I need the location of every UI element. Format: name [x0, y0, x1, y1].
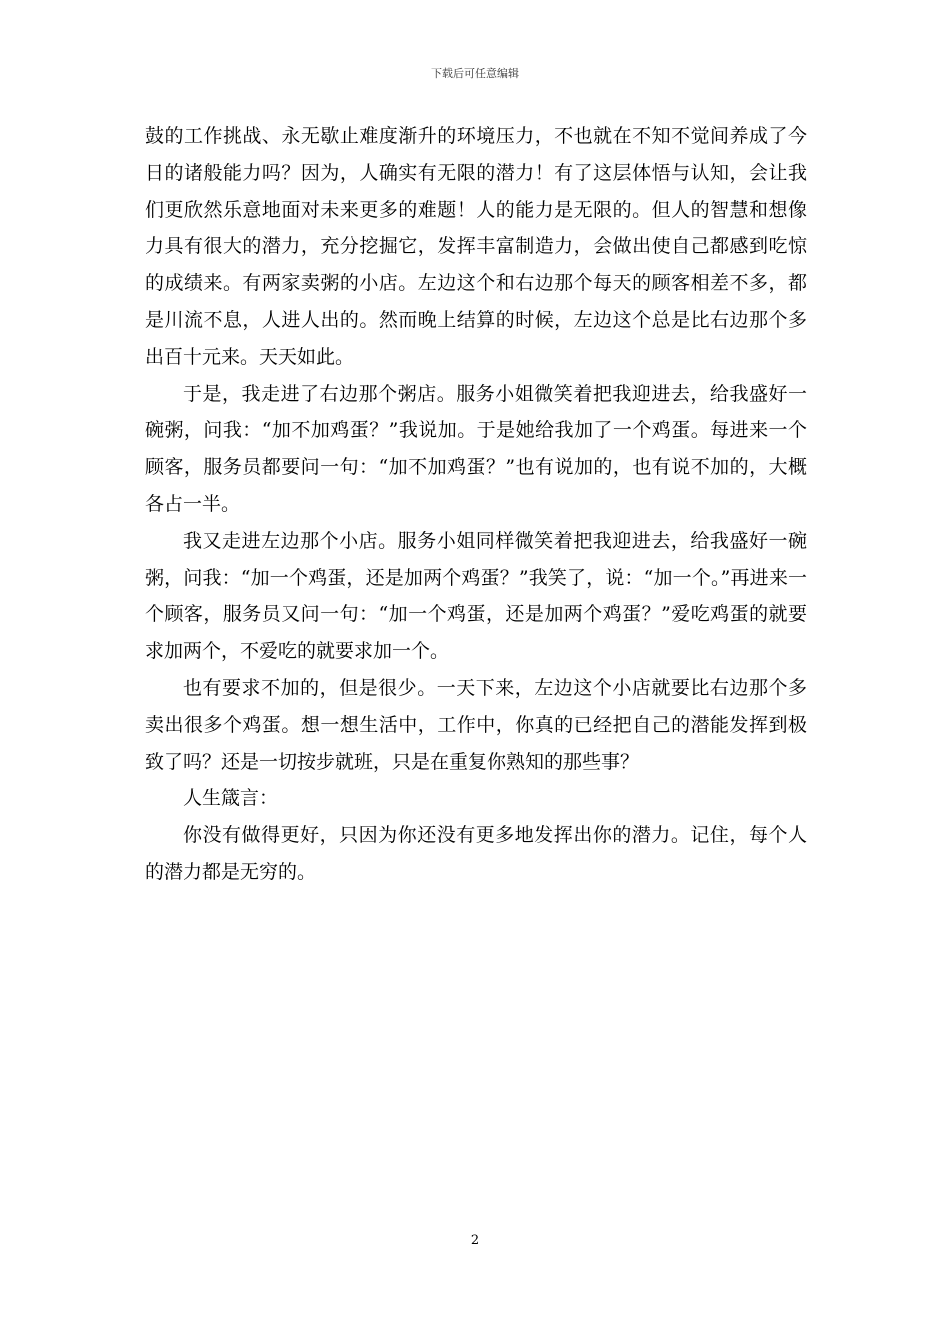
paragraph-1: 鼓的工作挑战、永无歇止难度渐升的环境压力，不也就在不知不觉间养成了今日的诸般能力吗？因为，人确实有无限的潜力！有了这层体悟与认知，会让我们更欣然乐意地面对未来更多的难题！人的能力是无限的。但人的智慧和想像力具有很大的潜力，充分挖掘它，发挥丰富制造力，会做出使自己都感到吃惊的成绩来。有两家卖粥的小店。左边这个和右边那个每天的顾客相差不多，都是川流不息，人进人出的。然而晚上结算的时候，左边这个总是比右边那个多出百十元来。天天如此。: [145, 125, 807, 368]
paragraph-5: 人生箴言：: [183, 787, 279, 810]
page-header: 下载后可任意编辑: [431, 67, 519, 80]
paragraph-3: 我又走进左边那个小店。服务小姐同样微笑着把我迎进去，给我盛好一碗粥，问我：“加一个鸡蛋，还是加两个鸡蛋？”我笑了，说：“加一个。”再进来一个顾客，服务员又问一句：“加一个鸡蛋，还是加两个鸡蛋？”爱吃鸡蛋的就要求加两个，不爱吃的就要求加一个。: [145, 529, 807, 663]
paragraph-2: 于是，我走进了右边那个粥店。服务小姐微笑着把我迎进去，给我盛好一碗粥，问我：“加不加鸡蛋？”我说加。于是她给我加了一个鸡蛋。每进来一个顾客，服务员都要问一句：“加不加鸡蛋？”也有说加的，也有说不加的，大概各占一半。: [145, 382, 807, 515]
document-body: [145, 118, 807, 891]
paragraph-4: 也有要求不加的，但是很少。一天下来，左边这个小店就要比右边那个多卖出很多个鸡蛋。想一想生活中，工作中，你真的已经把自己的潜能发挥到极致了吗？还是一切按步就班，只是在重复你熟知的那些事？: [145, 676, 807, 773]
paragraph-6: 你没有做得更好，只因为你还没有更多地发挥出你的潜力。记住，每个人的潜力都是无穷的。: [145, 824, 807, 883]
page-number: 2: [470, 1233, 480, 1248]
